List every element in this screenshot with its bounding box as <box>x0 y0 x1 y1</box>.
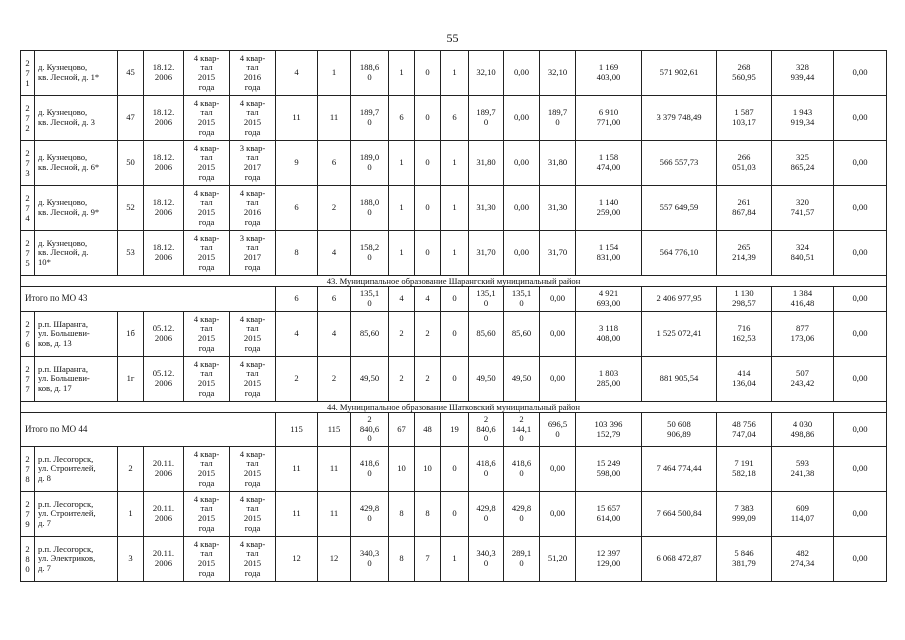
total-cell-a3: 696,5 0 <box>540 413 576 447</box>
value-cell-cost-fund: 6 068 472,87 <box>642 537 717 582</box>
value-cell-a2: 85,60 <box>504 312 540 357</box>
document-date-cell: 18.12. 2006 <box>144 141 184 186</box>
value-cell-a3: 0,00 <box>540 492 576 537</box>
value-cell-c6: 1 <box>441 141 469 186</box>
value-cell-c6: 1 <box>441 51 469 96</box>
value-cell-cost-fund: 881 905,54 <box>642 357 717 402</box>
value-cell-cost-mun: 507 243,42 <box>772 357 834 402</box>
value-cell-c5: 7 <box>415 537 441 582</box>
address-cell: р.п. Лесогорск, ул. Строителей, д. 8 <box>35 447 118 492</box>
section-title: 43. Муниципальное образование Шарангский муниципальный район <box>21 276 887 287</box>
value-cell-c5: 2 <box>415 312 441 357</box>
value-cell-a2: 49,50 <box>504 357 540 402</box>
value-cell-cost-other: 0,00 <box>834 537 887 582</box>
total-cell-cost-other: 0,00 <box>834 413 887 447</box>
value-cell-cost-reg: 1 587 103,17 <box>717 96 772 141</box>
total-cell-cost-fund: 50 608 906,89 <box>642 413 717 447</box>
total-cell-c2: 6 <box>318 287 351 312</box>
value-cell-a1: 49,50 <box>469 357 504 402</box>
document-date-cell: 18.12. 2006 <box>144 96 184 141</box>
value-cell-cost-mun: 324 840,51 <box>772 231 834 276</box>
value-cell-cost-reg: 265 214,39 <box>717 231 772 276</box>
address-cell: р.п. Лесогорск, ул. Строителей, д. 7 <box>35 492 118 537</box>
value-cell-c2: 1 <box>318 51 351 96</box>
value-cell-a2: 289,1 0 <box>504 537 540 582</box>
value-cell-cost-mun: 1 943 919,34 <box>772 96 834 141</box>
value-cell-cost-mun: 328 939,44 <box>772 51 834 96</box>
table-row <box>21 357 887 402</box>
value-cell-c2: 2 <box>318 357 351 402</box>
value-cell-c1: 12 <box>276 537 318 582</box>
value-cell-c5: 10 <box>415 447 441 492</box>
address-cell: д. Кузнецово, кв. Лесной, д. 1* <box>35 51 118 96</box>
value-cell-cost-other: 0,00 <box>834 312 887 357</box>
table-row <box>21 231 887 276</box>
value-cell-c5: 0 <box>415 231 441 276</box>
value-cell-c1: 11 <box>276 492 318 537</box>
total-cell-cost-mun: 4 030 498,86 <box>772 413 834 447</box>
value-cell-a3: 51,20 <box>540 537 576 582</box>
value-cell-c4: 8 <box>389 492 415 537</box>
value-cell-cost-fund: 566 557,73 <box>642 141 717 186</box>
value-cell-c4: 1 <box>389 51 415 96</box>
value-cell-c6: 1 <box>441 231 469 276</box>
value-cell-a1: 429,8 0 <box>469 492 504 537</box>
total-cell-c5: 48 <box>415 413 441 447</box>
value-cell-a2: 0,00 <box>504 141 540 186</box>
value-cell-c4: 1 <box>389 141 415 186</box>
value-cell-c1: 4 <box>276 51 318 96</box>
value-cell-cost-total: 1 140 259,00 <box>576 186 642 231</box>
value-cell-a2: 0,00 <box>504 96 540 141</box>
value-cell-cost-other: 0,00 <box>834 51 887 96</box>
value-cell-c4: 2 <box>389 312 415 357</box>
value-cell-cost-reg: 268 560,95 <box>717 51 772 96</box>
value-cell-a2: 418,6 0 <box>504 447 540 492</box>
planned-start-cell: 4 квар- тал 2015 года <box>184 537 230 582</box>
value-cell-c1: 4 <box>276 312 318 357</box>
table-row <box>21 96 887 141</box>
total-cell-c2: 115 <box>318 413 351 447</box>
total-cell-cost-total: 103 396 152,79 <box>576 413 642 447</box>
document-date-cell: 18.12. 2006 <box>144 186 184 231</box>
value-cell-c6: 0 <box>441 492 469 537</box>
address-cell: д. Кузнецово, кв. Лесной, д. 3 <box>35 96 118 141</box>
document-date-cell: 18.12. 2006 <box>144 231 184 276</box>
total-cell-c4: 4 <box>389 287 415 312</box>
value-cell-c5: 0 <box>415 51 441 96</box>
value-cell-c5: 0 <box>415 96 441 141</box>
value-cell-area-total: 418,6 0 <box>351 447 389 492</box>
value-cell-cost-total: 6 910 771,00 <box>576 96 642 141</box>
row-index: 2 7 2 <box>21 96 35 141</box>
total-row <box>21 413 887 447</box>
planned-end-cell: 4 квар- тал 2015 года <box>230 537 276 582</box>
planned-end-cell: 4 квар- тал 2015 года <box>230 312 276 357</box>
value-cell-area-total: 85,60 <box>351 312 389 357</box>
value-cell-a1: 189,7 0 <box>469 96 504 141</box>
value-cell-cost-other: 0,00 <box>834 141 887 186</box>
value-cell-cost-mun: 593 241,38 <box>772 447 834 492</box>
value-cell-cost-mun: 877 173,06 <box>772 312 834 357</box>
total-cell-c1: 115 <box>276 413 318 447</box>
table-body <box>21 51 887 582</box>
document-number-cell: 3 <box>118 537 144 582</box>
value-cell-cost-other: 0,00 <box>834 186 887 231</box>
value-cell-cost-other: 0,00 <box>834 357 887 402</box>
value-cell-cost-reg: 5 846 381,79 <box>717 537 772 582</box>
total-cell-area-total: 135,1 0 <box>351 287 389 312</box>
value-cell-cost-reg: 7 191 582,18 <box>717 447 772 492</box>
address-cell: р.п. Шаранга, ул. Большеви- ков, д. 13 <box>35 312 118 357</box>
value-cell-c5: 2 <box>415 357 441 402</box>
value-cell-c2: 11 <box>318 96 351 141</box>
value-cell-a3: 31,80 <box>540 141 576 186</box>
address-cell: р.п. Шаранга, ул. Большеви- ков, д. 17 <box>35 357 118 402</box>
value-cell-c1: 2 <box>276 357 318 402</box>
row-index: 2 7 4 <box>21 186 35 231</box>
table-row <box>21 51 887 96</box>
value-cell-cost-total: 1 169 403,00 <box>576 51 642 96</box>
total-cell-c6: 19 <box>441 413 469 447</box>
value-cell-cost-reg: 7 383 999,09 <box>717 492 772 537</box>
value-cell-cost-mun: 320 741,57 <box>772 186 834 231</box>
value-cell-cost-total: 15 249 598,00 <box>576 447 642 492</box>
planned-start-cell: 4 квар- тал 2015 года <box>184 492 230 537</box>
table-row <box>21 447 887 492</box>
value-cell-a1: 32,10 <box>469 51 504 96</box>
value-cell-area-total: 188,6 0 <box>351 51 389 96</box>
value-cell-c6: 6 <box>441 96 469 141</box>
planned-start-cell: 4 квар- тал 2015 года <box>184 231 230 276</box>
section-title: 44. Муниципальное образование Шатковский муниципальный район <box>21 402 887 413</box>
row-index: 2 8 0 <box>21 537 35 582</box>
planned-end-cell: 4 квар- тал 2015 года <box>230 357 276 402</box>
value-cell-c6: 1 <box>441 186 469 231</box>
value-cell-cost-other: 0,00 <box>834 447 887 492</box>
value-cell-cost-reg: 266 051,03 <box>717 141 772 186</box>
planned-end-cell: 4 квар- тал 2015 года <box>230 492 276 537</box>
value-cell-c1: 8 <box>276 231 318 276</box>
planned-start-cell: 4 квар- тал 2015 года <box>184 312 230 357</box>
document-number-cell: 2 <box>118 447 144 492</box>
document-number-cell: 1 <box>118 492 144 537</box>
value-cell-cost-other: 0,00 <box>834 96 887 141</box>
row-index: 2 7 8 <box>21 447 35 492</box>
value-cell-c1: 11 <box>276 96 318 141</box>
document-date-cell: 20.11. 2006 <box>144 447 184 492</box>
value-cell-cost-fund: 1 525 072,41 <box>642 312 717 357</box>
value-cell-cost-total: 1 154 831,00 <box>576 231 642 276</box>
value-cell-cost-mun: 609 114,07 <box>772 492 834 537</box>
document-number-cell: 1г <box>118 357 144 402</box>
value-cell-cost-reg: 716 162,53 <box>717 312 772 357</box>
value-cell-cost-other: 0,00 <box>834 231 887 276</box>
total-cell-area-total: 2 840,6 0 <box>351 413 389 447</box>
value-cell-c6: 0 <box>441 312 469 357</box>
row-index: 2 7 6 <box>21 312 35 357</box>
value-cell-a3: 32,10 <box>540 51 576 96</box>
page-number: 55 <box>446 31 459 45</box>
value-cell-cost-other: 0,00 <box>834 492 887 537</box>
value-cell-cost-fund: 571 902,61 <box>642 51 717 96</box>
table-row <box>21 312 887 357</box>
document-date-cell: 20.11. 2006 <box>144 537 184 582</box>
planned-end-cell: 3 квар- тал 2017 года <box>230 231 276 276</box>
value-cell-a2: 429,8 0 <box>504 492 540 537</box>
value-cell-c1: 11 <box>276 447 318 492</box>
value-cell-c6: 0 <box>441 357 469 402</box>
value-cell-a1: 340,3 0 <box>469 537 504 582</box>
row-index: 2 7 9 <box>21 492 35 537</box>
value-cell-cost-reg: 261 867,84 <box>717 186 772 231</box>
document-number-cell: 47 <box>118 96 144 141</box>
planned-end-cell: 4 квар- тал 2016 года <box>230 51 276 96</box>
address-cell: р.п. Лесогорск, ул. Электриков, д. 7 <box>35 537 118 582</box>
document-number-cell: 50 <box>118 141 144 186</box>
value-cell-area-total: 340,3 0 <box>351 537 389 582</box>
value-cell-cost-fund: 7 664 500,84 <box>642 492 717 537</box>
document-date-cell: 20.11. 2006 <box>144 492 184 537</box>
total-label: Итого по МО 44 <box>21 413 276 447</box>
total-label: Итого по МО 43 <box>21 287 276 312</box>
value-cell-cost-total: 1 803 285,00 <box>576 357 642 402</box>
value-cell-c4: 1 <box>389 231 415 276</box>
value-cell-c4: 1 <box>389 186 415 231</box>
value-cell-c2: 12 <box>318 537 351 582</box>
value-cell-c2: 2 <box>318 186 351 231</box>
value-cell-area-total: 189,0 0 <box>351 141 389 186</box>
value-cell-c2: 6 <box>318 141 351 186</box>
address-cell: д. Кузнецово, кв. Лесной, д. 9* <box>35 186 118 231</box>
value-cell-a1: 31,80 <box>469 141 504 186</box>
value-cell-c2: 11 <box>318 492 351 537</box>
document-date-cell: 05.12. 2006 <box>144 357 184 402</box>
total-cell-c4: 67 <box>389 413 415 447</box>
value-cell-a2: 0,00 <box>504 186 540 231</box>
value-cell-a3: 189,7 0 <box>540 96 576 141</box>
planned-end-cell: 3 квар- тал 2017 года <box>230 141 276 186</box>
total-cell-cost-reg: 1 130 298,57 <box>717 287 772 312</box>
value-cell-c5: 0 <box>415 186 441 231</box>
document-number-cell: 1б <box>118 312 144 357</box>
total-cell-cost-total: 4 921 693,00 <box>576 287 642 312</box>
value-cell-c1: 9 <box>276 141 318 186</box>
planned-end-cell: 4 квар- тал 2015 года <box>230 96 276 141</box>
value-cell-cost-mun: 325 865,24 <box>772 141 834 186</box>
document-number-cell: 52 <box>118 186 144 231</box>
value-cell-cost-total: 3 118 408,00 <box>576 312 642 357</box>
total-cell-cost-mun: 1 384 416,48 <box>772 287 834 312</box>
total-row <box>21 287 887 312</box>
value-cell-area-total: 189,7 0 <box>351 96 389 141</box>
total-cell-a1: 135,1 0 <box>469 287 504 312</box>
housing-register-table <box>20 50 887 582</box>
planned-start-cell: 4 квар- тал 2015 года <box>184 96 230 141</box>
total-cell-a3: 0,00 <box>540 287 576 312</box>
planned-end-cell: 4 квар- тал 2016 года <box>230 186 276 231</box>
row-index: 2 7 7 <box>21 357 35 402</box>
value-cell-cost-fund: 7 464 774,44 <box>642 447 717 492</box>
value-cell-c1: 6 <box>276 186 318 231</box>
value-cell-c4: 10 <box>389 447 415 492</box>
value-cell-cost-total: 12 397 129,00 <box>576 537 642 582</box>
value-cell-area-total: 49,50 <box>351 357 389 402</box>
document-number-cell: 45 <box>118 51 144 96</box>
table-row <box>21 492 887 537</box>
value-cell-a1: 418,6 0 <box>469 447 504 492</box>
address-cell: д. Кузнецово, кв. Лесной, д. 10* <box>35 231 118 276</box>
value-cell-a1: 31,70 <box>469 231 504 276</box>
value-cell-area-total: 188,0 0 <box>351 186 389 231</box>
value-cell-a2: 0,00 <box>504 231 540 276</box>
planned-end-cell: 4 квар- тал 2015 года <box>230 447 276 492</box>
address-cell: д. Кузнецово, кв. Лесной, д. 6* <box>35 141 118 186</box>
section-header-row <box>21 402 887 413</box>
value-cell-cost-reg: 414 136,04 <box>717 357 772 402</box>
total-cell-a2: 135,1 0 <box>504 287 540 312</box>
total-cell-cost-reg: 48 756 747,04 <box>717 413 772 447</box>
value-cell-c4: 6 <box>389 96 415 141</box>
planned-start-cell: 4 квар- тал 2015 года <box>184 51 230 96</box>
value-cell-c2: 4 <box>318 312 351 357</box>
total-cell-cost-other: 0,00 <box>834 287 887 312</box>
planned-start-cell: 4 квар- тал 2015 года <box>184 186 230 231</box>
value-cell-c4: 8 <box>389 537 415 582</box>
table-row <box>21 141 887 186</box>
value-cell-a3: 0,00 <box>540 447 576 492</box>
total-cell-a1: 2 840,6 0 <box>469 413 504 447</box>
value-cell-cost-fund: 3 379 748,49 <box>642 96 717 141</box>
value-cell-c6: 0 <box>441 447 469 492</box>
value-cell-a1: 85,60 <box>469 312 504 357</box>
value-cell-c2: 4 <box>318 231 351 276</box>
document-date-cell: 18.12. 2006 <box>144 51 184 96</box>
table-row <box>21 537 887 582</box>
value-cell-a3: 31,30 <box>540 186 576 231</box>
table-row <box>21 186 887 231</box>
value-cell-area-total: 158,2 0 <box>351 231 389 276</box>
total-cell-c5: 4 <box>415 287 441 312</box>
planned-start-cell: 4 квар- тал 2015 года <box>184 357 230 402</box>
value-cell-cost-total: 15 657 614,00 <box>576 492 642 537</box>
value-cell-cost-mun: 482 274,34 <box>772 537 834 582</box>
value-cell-a3: 31,70 <box>540 231 576 276</box>
value-cell-a3: 0,00 <box>540 312 576 357</box>
value-cell-cost-total: 1 158 474,00 <box>576 141 642 186</box>
row-index: 2 7 3 <box>21 141 35 186</box>
value-cell-c5: 8 <box>415 492 441 537</box>
value-cell-a2: 0,00 <box>504 51 540 96</box>
value-cell-c6: 1 <box>441 537 469 582</box>
row-index: 2 7 1 <box>21 51 35 96</box>
document-date-cell: 05.12. 2006 <box>144 312 184 357</box>
value-cell-c4: 2 <box>389 357 415 402</box>
value-cell-area-total: 429,8 0 <box>351 492 389 537</box>
value-cell-c2: 11 <box>318 447 351 492</box>
value-cell-cost-fund: 557 649,59 <box>642 186 717 231</box>
total-cell-c6: 0 <box>441 287 469 312</box>
total-cell-a2: 2 144,1 0 <box>504 413 540 447</box>
value-cell-c5: 0 <box>415 141 441 186</box>
value-cell-a3: 0,00 <box>540 357 576 402</box>
document-number-cell: 53 <box>118 231 144 276</box>
value-cell-cost-fund: 564 776,10 <box>642 231 717 276</box>
value-cell-a1: 31,30 <box>469 186 504 231</box>
row-index: 2 7 5 <box>21 231 35 276</box>
total-cell-c1: 6 <box>276 287 318 312</box>
section-header-row <box>21 276 887 287</box>
total-cell-cost-fund: 2 406 977,95 <box>642 287 717 312</box>
planned-start-cell: 4 квар- тал 2015 года <box>184 141 230 186</box>
planned-start-cell: 4 квар- тал 2015 года <box>184 447 230 492</box>
